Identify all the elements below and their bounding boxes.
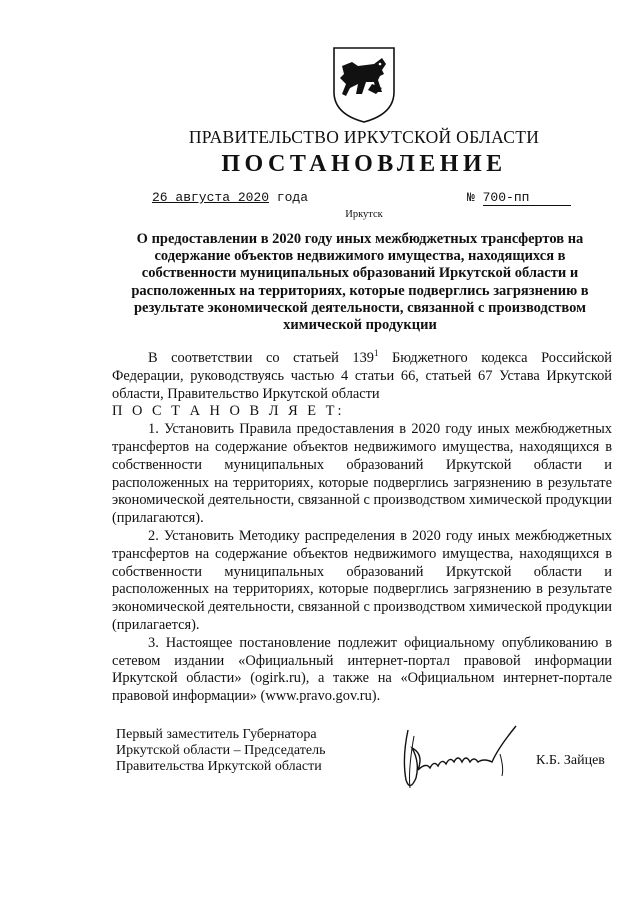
- list-item: 3. Настоящее постановление подлежит официальному опубликованию в сетевом издании «Официальный интернет-портал правовой информации Иркутской области» (ogirk.ru), а также на «Официальном интернет-портале правовой информации» (www.pravo.gov.ru).: [112, 634, 612, 705]
- decree-word: П О С Т А Н О В Л Я Е Т:: [112, 403, 345, 420]
- number-prefix: №: [467, 190, 483, 205]
- number-line: [467, 190, 571, 206]
- signatory-position: Первый заместитель Губернатора Иркутской области – Председатель Правительства Иркутской области: [116, 727, 326, 775]
- coat-of-arms-icon: [328, 44, 400, 124]
- doc-type-title: ПОСТАНОВЛЕНИЕ: [221, 151, 507, 177]
- heading-line: химической продукции: [283, 317, 437, 334]
- heading-line: собственности муниципальных образований Иркутской области и: [141, 265, 579, 282]
- heading-line: О предоставлении в 2020 году иных межбюджетных трансфертов на: [136, 231, 584, 247]
- heading-line: содержание объектов недвижимого имущества, находящихся в: [154, 248, 566, 265]
- date-line: [152, 190, 308, 205]
- date-value: 26 августа 2020: [152, 190, 270, 205]
- intro-paragraph: В соответствии со статьей $139^1$ Бюджетного кодекса Российской Федерации, руководствуясь частью 4 статьи 66, статьей 67 Устава Иркутской области, Правительство Иркутской области: [112, 348, 613, 402]
- heading-line: расположенных на территориях, которые подверглись загрязнению в: [131, 282, 589, 299]
- heading-line: результате экономической деятельности, связанной с производством: [133, 299, 586, 316]
- number-value: 700-пп: [483, 191, 571, 206]
- list-item: 1. Установить Правила предоставления в 2020 году иных межбюджетных трансфертов на содержание объектов недвижимого имущества, находящихся в собственности муниципальных образований Иркутской области и расположенных на территориях, которые подверглись загрязнению в результате экономической деятельности, связанной с производством химической продукции (прилагаются).: [112, 421, 612, 527]
- footnote-sup: 1: [374, 348, 379, 359]
- list-item: 2. Установить Методику распределения в 2020 году иных межбюджетных трансфертов на содержание объектов недвижимого имущества, находящихся в собственности муниципальных образований Иркутской области и расположенных на территориях, которые подверглись загрязнению в результате экономической деятельности, связанной с производством химической продукции (прилагается).: [112, 527, 612, 633]
- document-heading: [112, 231, 608, 334]
- city-label: Иркутск: [345, 209, 383, 220]
- signer-name: К.Б. Зайцев: [536, 753, 605, 768]
- document-body: [112, 350, 612, 706]
- date-suffix: года: [269, 190, 309, 205]
- org-title: ПРАВИТЕЛЬСТВО ИРКУТСКОЙ ОБЛАСТИ: [188, 127, 540, 147]
- handwritten-signature: [388, 718, 528, 798]
